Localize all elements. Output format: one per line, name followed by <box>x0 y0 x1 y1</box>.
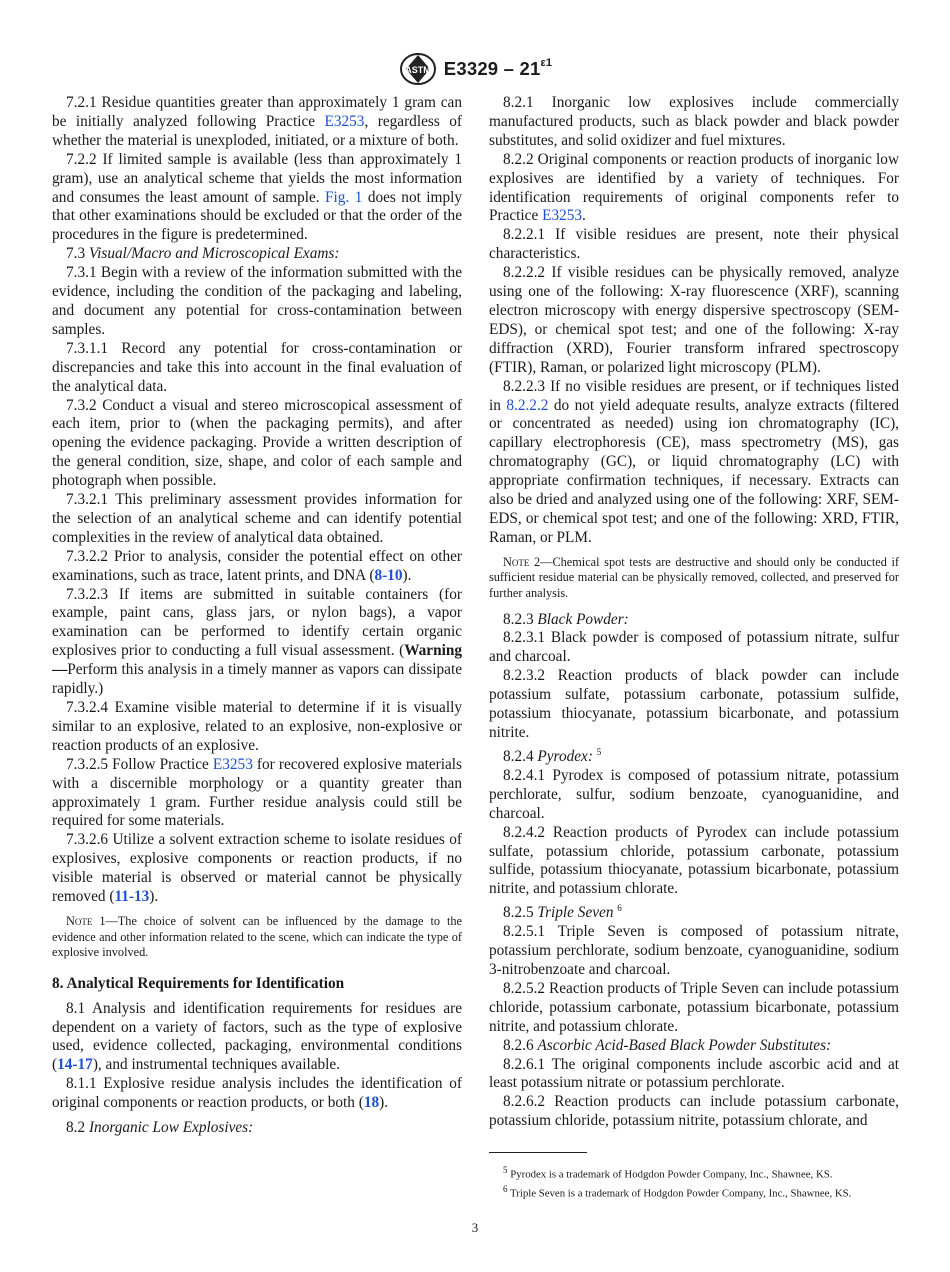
para-8-2-1: 8.2.1 Inorganic low explosives include commercially manufactured products, such as black powder and black powder substitutes, and solid oxidizer and fuel mixtures. <box>489 94 899 149</box>
section-title: Pyrodex: <box>537 747 597 765</box>
para-7-3-2-2: 7.3.2.2 Prior to analysis, consider the potential effect on other examinations, such as trace, latent prints, and DNA (8-10). <box>52 547 462 584</box>
ref-14-17[interactable]: 14-17 <box>57 1056 93 1074</box>
ref-fig-1[interactable]: Fig. 1 <box>325 188 363 206</box>
page-header <box>0 52 950 86</box>
footnotes <box>489 1163 899 1201</box>
logo-text: ASTM <box>405 65 431 75</box>
footnote-ref-5[interactable]: 5 <box>596 746 602 757</box>
section-heading-8: 8. Analytical Requirements for Identification <box>52 974 345 992</box>
para-8-2-6-1: 8.2.6.1 The original components include ascorbic acid and at least potassium nitrate or potassium perchlorate. <box>489 1055 899 1092</box>
ref-8-2-2-2[interactable]: 8.2.2.2 <box>506 396 549 414</box>
para-8-2-4: 8.2.4 Pyrodex: $^5$ <box>503 746 602 765</box>
footnote-5: $^5$ Pyrodex is a trademark of Hodgdon Powder Company, Inc., Shawnee, KS. <box>503 1165 833 1181</box>
para-8-2-3: 8.2.3 Black Powder: <box>503 610 629 628</box>
para-7-3-1-1: 7.3.1.1 Record any potential for cross-contamination or discrepancies and take this into account in the final evaluation of the analytical data. <box>52 339 462 395</box>
para-8-2-2-2: 8.2.2.2 If visible residues can be physically removed, analyze using one of the following: X-ray fluorescence (XRF), scanning electron microscopy with energy dispersive spectroscopy (SEM-EDS), or chemical spot test; and one of the following: X-ray diffraction (XRD), Fourier transform infrared spectroscopy (FTIR), Raman, or polarized light microscopy (PLM). <box>489 264 899 376</box>
note-2: Note 2—Chemical spot tests are destructive and should only be conducted if sufficient residue material can be physically removed, collected, and preserved for further analysis. <box>489 554 899 600</box>
note-1: Note 1—The choice of solvent can be influenced by the damage to the evidence and other information related to the scene, which can indicate the type of explosive involved. <box>52 913 462 960</box>
para-7-3-2-5: 7.3.2.5 Follow Practice E3253 for recovered explosive materials with a discernible morphology or a quantity greater than approximately 1 gram. Further residue analysis could still be required for some materials. <box>52 755 462 830</box>
para-8-2-5: 8.2.5 Triple Seven $^6$ <box>503 903 622 922</box>
ref-e3253[interactable]: E3253 <box>324 112 365 130</box>
footnote-divider <box>489 1152 587 1153</box>
section-title: Triple Seven <box>537 904 618 922</box>
para-8-2-4-2: 8.2.4.2 Reaction products of Pyrodex can include potassium sulfate, potassium chloride, potassium carbonate, potassium sulfide, potassium thiocyanate, potassium bicarbonate, potassium nitrite, and potassium chlorate. <box>489 823 899 898</box>
document-designation <box>444 58 552 80</box>
para-7-2-1: 7.2.1 Residue quantities greater than approximately 1 gram can be initially analyzed following Practice E3253, regardless of whether the material is unexploded, initiated, or a mixture of both. <box>52 94 462 149</box>
para-7-3-2-3: 7.3.2.3 If items are submitted in suitable containers (for example, paint cans, glass jars, or nylon bags), a vapor examination can be performed to identify certain organic explosives prior to conducting a full visual assessment. (Warning—Perform this analysis in a timely manner as vapors can dissipate rapidly.) <box>52 585 462 698</box>
para-8-2-5-2: 8.2.5.2 Reaction products of Triple Seven can include potassium chloride, potassium carbonate, potassium bicarbonate, potassium nitrite, and potassium chlorate. <box>489 979 899 1035</box>
para-7-3-2-4: 7.3.2.4 Examine visible material to determine if it is visually similar to an explosive, related to an explosive, non-explosive or reaction products of an explosive. <box>52 699 462 754</box>
para-7-3-2: 7.3.2 Conduct a visual and stereo microscopical assessment of each item, prior to (when the packaging permits), and after opening the evidence packaging. Provide a written description of the general condition, size, shape, and color of each sample and photograph when possible. <box>52 396 462 490</box>
right-column <box>489 94 899 1131</box>
para-7-3-2-1: 7.3.2.1 This preliminary assessment provides information for the selection of an analytical scheme and can identify potential complexities in the review of analytical data obtained. <box>52 491 462 546</box>
para-7-3-1: 7.3.1 Begin with a review of the information submitted with the evidence, including the condition of the packaging and labeling, and document any potential for cross-contamination between samples. <box>52 264 462 338</box>
para-8-2-3-2: 8.2.3.2 Reaction products of black powder can include potassium sulfate, potassium carbonate, potassium sulfide, potassium thiocyanate, potassium bicarbonate, and potassium nitrite. <box>489 667 899 741</box>
section-title: Ascorbic Acid-Based Black Powder Substitutes: <box>537 1036 832 1054</box>
para-8-2: 8.2 Inorganic Low Explosives: <box>66 1119 254 1137</box>
section-title: Inorganic Low Explosives: <box>88 1119 254 1137</box>
ref-e3253[interactable]: E3253 <box>212 755 253 773</box>
astm-logo-icon <box>398 52 438 86</box>
para-8-2-2-3: 8.2.2.3 If no visible residues are present, or if techniques listed in 8.2.2.2 do not yield adequate results, analyze extracts (filtered or concentrated as needed) using ion chromatography (IC), capillary electrophoresis (CE), mass spectrometry (MS), gas chromatography (GC), or liquid chromatography (LC) with appropriate confirmation techniques, if necessary. Extracts can also be dried and analyzed using one of the following: XRF, SEM-EDS, or chemical spot test; and one of the following: XRD, FTIR, Raman, or PLM. <box>489 377 899 546</box>
footnote-ref-6[interactable]: 6 <box>617 903 622 914</box>
ref-18[interactable]: 18 <box>363 1094 380 1112</box>
ref-8-10[interactable]: 8-10 <box>374 566 403 584</box>
section-title: Visual/Macro and Microscopical Exams: <box>88 245 340 263</box>
footnote-6: $^6$ Triple Seven is a trademark of Hodgdon Powder Company, Inc., Shawnee, KS. <box>503 1184 852 1200</box>
para-8-2-4-1: 8.2.4.1 Pyrodex is composed of potassium nitrate, potassium perchlorate, sulfur, sodium benzoate, cyanoguanidine, and charcoal. <box>489 766 899 822</box>
warning-label: Warning— <box>52 642 462 679</box>
doc-edition: ε1 <box>540 56 553 69</box>
para-7-3-2-6: 7.3.2.6 Utilize a solvent extraction scheme to isolate residues of explosives, explosive components or reaction products, if no visible material is observed or material cannot be physically removed (11-13). <box>52 831 462 906</box>
para-8-1-1: 8.1.1 Explosive residue analysis includes the identification of original components or reaction products, or both (18). <box>52 1075 462 1112</box>
para-8-2-5-1: 8.2.5.1 Triple Seven is composed of potassium nitrate, potassium perchlorate, sodium benzoate, cyanoguanidine, sodium 3-nitrobenzoate and charcoal. <box>489 923 899 979</box>
para-8-1: 8.1 Analysis and identification requirements for residues are dependent on a variety of factors, such as the type of explosive used, evidence collected, packaging, environmental conditions (14-17), and instrumental techniques available. <box>52 999 462 1074</box>
ref-e3253[interactable]: E3253 <box>542 207 583 225</box>
para-8-2-6: 8.2.6 Ascorbic Acid-Based Black Powder Substitutes: <box>503 1036 832 1054</box>
para-7-2-2: 7.2.2 If limited sample is available (less than approximately 1 gram), use an analytical scheme that yields the most information and consumes the least amount of sample. Fig. 1 does not imply that other examinations should be excluded or that the order of the procedures in the figure is predetermined. <box>52 150 462 244</box>
para-8-2-2-1: 8.2.2.1 If visible residues are present, note their physical characteristics. <box>489 226 899 263</box>
left-column <box>52 94 462 1138</box>
doc-number: E3329 – 21 <box>443 58 541 79</box>
para-7-3: 7.3 Visual/Macro and Microscopical Exams: <box>66 245 340 263</box>
section-title: Black Powder: <box>537 610 629 628</box>
para-8-2-6-2: 8.2.6.2 Reaction products can include potassium carbonate, potassium chloride, potassium nitrite, potassium chlorate, and <box>489 1093 899 1130</box>
para-8-2-2: 8.2.2 Original components or reaction products of inorganic low explosives are identified by a variety of techniques. For identification requirements of original components refer to Practice E3253. <box>489 150 899 225</box>
ref-11-13[interactable]: 11-13 <box>114 888 150 906</box>
page-number: 3 <box>471 1220 479 1235</box>
para-8-2-3-1: 8.2.3.1 Black powder is composed of potassium nitrate, sulfur and charcoal. <box>489 629 899 666</box>
